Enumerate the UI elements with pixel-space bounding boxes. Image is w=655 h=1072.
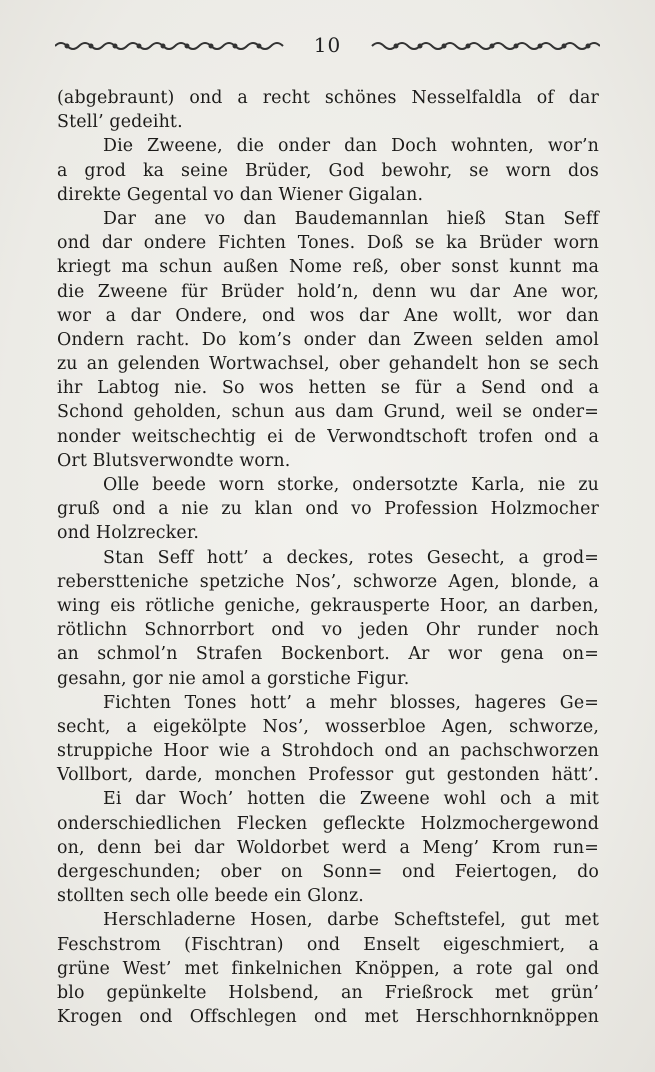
- text-line: rötlichn Schnorrbort ond vo jeden Ohr runder noch: [57, 620, 599, 641]
- text-line: secht, a eigekölpte Nos’, wosserbloe Agen, schworze,: [57, 716, 599, 737]
- text-line: Ondern racht. Do kom’s onder dan Zween selden amol: [57, 329, 599, 350]
- text-line: Dar ane vo dan Baudemannlan hieß Stan Seff: [103, 208, 599, 229]
- text-line: Fichten Tones hott’ a mehr blosses, hageres Ge=: [103, 692, 599, 713]
- text-line: struppiche Hoor wie a Strohdoch ond an pachschworzen: [57, 741, 599, 762]
- text-line: gruß ond a nie zu klan ond vo Profession Holzmocher: [57, 499, 599, 520]
- text-line: blo gepünkelte Holsbend, an Frießrock met grün’: [57, 982, 599, 1003]
- text-line: reberstteniche spetziche Nos’, schworze Agen, blonde, a: [57, 571, 599, 592]
- text-line: Feschstrom (Fischtran) ond Enselt eigeschmiert, a: [57, 934, 599, 955]
- text-line: Die Zweene, die onder dan Doch wohnten, wor’n: [103, 136, 599, 157]
- text-line: gesahn, gor nie amol a gorstiche Figur.: [57, 668, 410, 689]
- text-line: direkte Gegental vo dan Wiener Gigalan.: [57, 184, 424, 205]
- text-line: an schmol’n Strafen Bockenbort. Ar wor gena on=: [57, 644, 599, 665]
- text-line: Stell’ gedeiht.: [57, 112, 183, 133]
- text-line: ond dar ondere Fichten Tones. Doß se ka Brüder worn: [57, 233, 599, 254]
- ornament-left-icon: [55, 38, 285, 52]
- text-line: ihr Labtog nie. So wos hetten se für a Send ond a: [57, 378, 599, 399]
- text-line: stollten sech olle beede ein Glonz.: [57, 886, 364, 907]
- text-line: wing eis rötliche geniche, gekrausperte Hoor, an darben,: [57, 595, 599, 616]
- running-header: [55, 30, 600, 60]
- text-line: a grod ka seine Brüder, God bewohr, se worn dos: [57, 160, 599, 181]
- text-line: wor a dar Ondere, ond wos dar Ane wollt, wor dan: [57, 305, 599, 326]
- text-line: Ei dar Woch’ hotten die Zweene wohl och a mit: [103, 789, 599, 810]
- text-line: Schond geholden, schun aus dam Grund, weil se onder=: [57, 402, 599, 423]
- text-line: kriegt ma schun außen Nome reß, ober sonst kunnt ma: [57, 257, 599, 278]
- text-line: Krogen ond Offschlegen ond met Herschhornknöppen: [57, 1007, 599, 1028]
- ornament-right-icon: [370, 38, 600, 52]
- text-line: Stan Seff hott’ a deckes, rotes Gesecht, a grod=: [103, 547, 599, 568]
- text-line: Vollbort, darde, monchen Professor gut gestonden hätt’.: [57, 765, 599, 786]
- text-line: nonder weitschechtig ei de Verwondtschoft trofen ond a: [57, 426, 599, 447]
- text-line: Olle beede worn storke, ondersotzte Karla, nie zu: [103, 475, 599, 495]
- page-number: 10: [313, 33, 342, 57]
- text-line: grüne West’ met finkelnichen Knöppen, a rote gal ond: [57, 958, 599, 979]
- text-line: onderschiedlichen Flecken gefleckte Holzmochergewond: [57, 813, 599, 834]
- text-line: zu an gelenden Wortwachsel, ober gehandelt hon se sech: [57, 354, 599, 375]
- text-line: Ort Blutsverwondte worn.: [57, 450, 291, 471]
- text-line: Herschladerne Hosen, darbe Scheftstefel, gut met: [103, 910, 599, 931]
- text-line: (abgebraunt) ond a recht schönes Nesselfaldla of dar: [57, 88, 599, 108]
- text-line: on, denn bei dar Woldorbet werd a Meng’ Krom run=: [57, 837, 599, 858]
- text-line: ond Holzrecker.: [57, 523, 200, 544]
- text-line: dergeschunden; ober on Sonn= ond Feiertogen, do: [57, 862, 599, 882]
- text-line: die Zweene für Brüder hold’n, denn wu dar Ane wor,: [57, 281, 599, 302]
- body-text: [57, 86, 599, 1029]
